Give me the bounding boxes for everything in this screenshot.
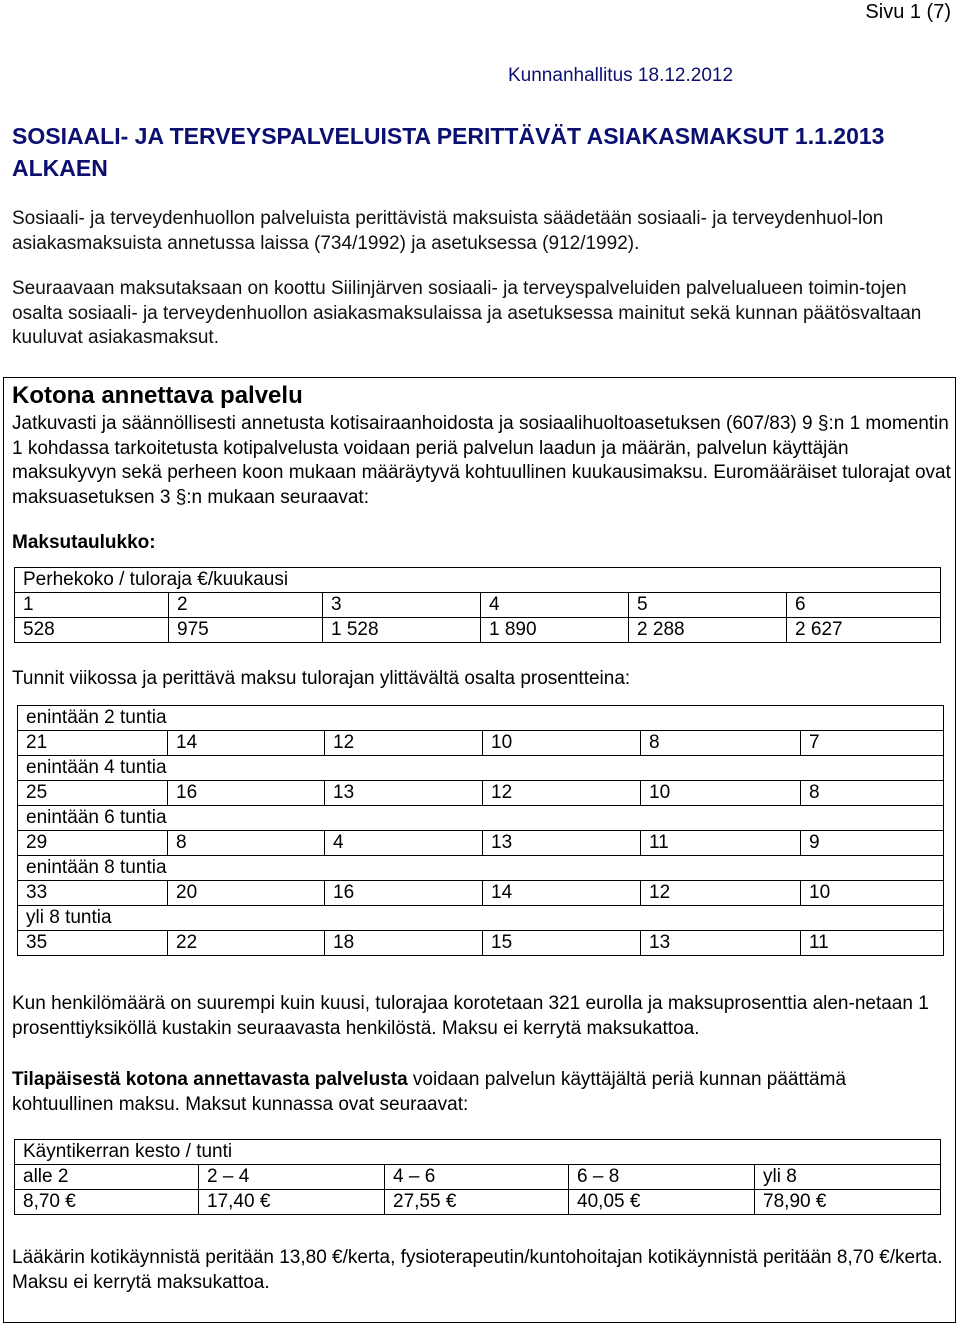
meeting-date: Kunnanhallitus 18.12.2012 xyxy=(508,65,734,86)
hours-label: enintään 2 tuntia xyxy=(18,706,944,731)
table-cell: 16 xyxy=(325,881,483,906)
table-cell: 1 xyxy=(15,593,169,618)
table-cell: 78,90 € xyxy=(755,1190,941,1215)
table-cell: 25 xyxy=(18,781,168,806)
hours-label: enintään 8 tuntia xyxy=(18,856,944,881)
table-row xyxy=(18,931,944,956)
table-cell: 2 xyxy=(169,593,323,618)
table-cell: alle 2 xyxy=(15,1165,199,1190)
table-row xyxy=(18,881,944,906)
table-cell: 4 – 6 xyxy=(385,1165,569,1190)
table-cell: 27,55 € xyxy=(385,1190,569,1215)
table-cell xyxy=(629,568,941,593)
table-cell: 5 xyxy=(629,593,787,618)
table-cell: 4 xyxy=(325,831,483,856)
table-cell: 2 627 xyxy=(787,618,941,643)
table-row xyxy=(18,806,944,831)
table-cell: 4 xyxy=(481,593,629,618)
table-cell: 20 xyxy=(168,881,325,906)
table-cell: 12 xyxy=(325,731,483,756)
table-cell: 6 xyxy=(787,593,941,618)
table-row xyxy=(18,906,944,931)
table-row xyxy=(15,1140,941,1165)
table-cell: 1 528 xyxy=(323,618,481,643)
page-number: Sivu 1 (7) xyxy=(865,1,951,23)
table-cell: 8 xyxy=(641,731,801,756)
section-heading: Kotona annettava palvelu xyxy=(12,382,303,409)
table-cell: 11 xyxy=(801,931,944,956)
table-row xyxy=(18,731,944,756)
table-cell: 35 xyxy=(18,931,168,956)
table-row xyxy=(15,593,941,618)
percent-table xyxy=(17,705,944,956)
income-table-header: Perhekoko / tuloraja €/kuukausi xyxy=(15,568,629,593)
table-cell: 3 xyxy=(323,593,481,618)
table-row xyxy=(18,706,944,731)
visit-table-header: Käyntikerran kesto / tunti xyxy=(15,1140,569,1165)
table-cell: 15 xyxy=(483,931,641,956)
income-limit-table xyxy=(14,567,941,643)
table-cell: 13 xyxy=(483,831,641,856)
table-cell: 13 xyxy=(325,781,483,806)
visit-fee-table xyxy=(14,1139,941,1215)
table-cell: 10 xyxy=(483,731,641,756)
table-cell: 11 xyxy=(641,831,801,856)
table-cell: 10 xyxy=(641,781,801,806)
table-row xyxy=(15,568,941,593)
table-cell: 8 xyxy=(801,781,944,806)
table-cell: 2 – 4 xyxy=(199,1165,385,1190)
table-cell: 1 890 xyxy=(481,618,629,643)
table-row xyxy=(18,831,944,856)
section-paragraph: Jatkuvasti ja säännöllisesti annetusta kotisairaanhoidosta ja sosiaalihuoltoasetuksen (607/83) 9 §:n 1 momentin 1 kohdassa tarkoitetusta kotipalvelusta voidaan periä palvelun laadun ja määrän, palvelun käyttäjän maksukyvyn sekä perheen koon mukaan määräytyvä kohtuullinen kuukausimaksu. Euromääräiset tulorajat ovat maksuasetuksen 3 §:n mukaan seuraavat: xyxy=(12,413,951,508)
intro-paragraph-scope: Seuraavaan maksutaksaan on koottu Siilinjärven sosiaali- ja terveyspalveluiden palvelualueen toimin-tojen osalta sosiaali- ja terveydenhuollon asiakasmaksulaissa ja asetuksessa mainitut sekä kunnan päätösvaltaan kuuluvat asiakasmaksut. xyxy=(12,278,922,348)
table-cell: 33 xyxy=(18,881,168,906)
table-cell: 14 xyxy=(483,881,641,906)
temporary-service-bold: Tilapäisestä kotona annettavasta palvelusta xyxy=(12,1069,408,1090)
hours-label: enintään 6 tuntia xyxy=(18,806,944,831)
table-cell: 29 xyxy=(18,831,168,856)
fee-table-title: Maksutaulukko: xyxy=(12,532,156,553)
table-cell: 9 xyxy=(801,831,944,856)
percent-table-caption: Tunnit viikossa ja perittävä maksu tulorajan ylittävältä osalta prosentteina: xyxy=(12,668,631,689)
temporary-service-paragraph xyxy=(12,1068,952,1117)
temporary-service-text: voidaan palvelun käyttäjältä periä kunnan päättämä kohtuullinen maksu. Maksut kunnassa ovat seuraavat: xyxy=(12,1069,847,1115)
table-cell: 17,40 € xyxy=(199,1190,385,1215)
table-cell: 528 xyxy=(15,618,169,643)
table-cell: 18 xyxy=(325,931,483,956)
table-cell: 12 xyxy=(641,881,801,906)
table-cell xyxy=(569,1140,941,1165)
table-cell: 975 xyxy=(169,618,323,643)
table-cell: 21 xyxy=(18,731,168,756)
intro-paragraph-law: Sosiaali- ja terveydenhuollon palveluista perittävistä maksuista säädetään sosiaali- ja terveydenhuol-lon asiakasmaksuista annetussa laissa (734/1992) ja asetuksessa (912/1992). xyxy=(12,208,884,254)
table-row xyxy=(18,856,944,881)
table-cell: 22 xyxy=(168,931,325,956)
hours-label: enintään 4 tuntia xyxy=(18,756,944,781)
family-size-note: Kun henkilömäärä on suurempi kuin kuusi, tulorajaa korotetaan 321 eurolla ja maksuprosenttia alen-netaan 1 prosenttiyksiköllä kustakin seuraavasta henkilöstä. Maksu ei kerrytä maksukattoa. xyxy=(12,993,929,1039)
table-cell: 16 xyxy=(168,781,325,806)
table-cell: 14 xyxy=(168,731,325,756)
table-cell: 8 xyxy=(168,831,325,856)
table-cell: yli 8 xyxy=(755,1165,941,1190)
table-cell: 12 xyxy=(483,781,641,806)
table-cell: 2 288 xyxy=(629,618,787,643)
table-row xyxy=(15,1190,941,1215)
table-cell: 8,70 € xyxy=(15,1190,199,1215)
table-cell: 10 xyxy=(801,881,944,906)
table-cell: 13 xyxy=(641,931,801,956)
table-row xyxy=(18,781,944,806)
table-row xyxy=(18,756,944,781)
table-cell: 40,05 € xyxy=(569,1190,755,1215)
table-row xyxy=(15,618,941,643)
hours-label: yli 8 tuntia xyxy=(18,906,944,931)
table-cell: 6 – 8 xyxy=(569,1165,755,1190)
table-cell: 7 xyxy=(801,731,944,756)
document-title: SOSIAALI- JA TERVEYSPALVELUISTA PERITTÄVÄT ASIAKASMAKSUT 1.1.2013 ALKAEN xyxy=(12,123,885,181)
doctor-visit-paragraph: Lääkärin kotikäynnistä peritään 13,80 €/kerta, fysioterapeutin/kuntohoitajan kotikäynnistä peritään 8,70 €/kerta. Maksu ei kerrytä maksukattoa. xyxy=(12,1247,943,1293)
table-row xyxy=(15,1165,941,1190)
